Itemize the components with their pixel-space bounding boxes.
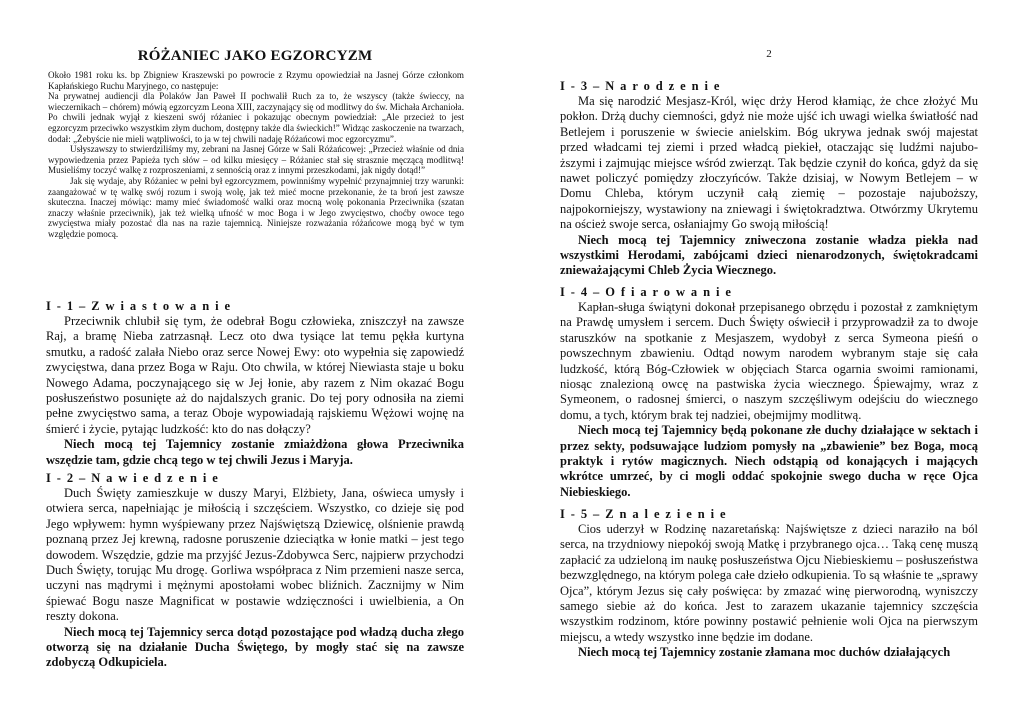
section-heading: I - 1 – Z w i a s t o w a n i e	[46, 299, 232, 313]
section-body	[46, 314, 464, 468]
page-title: RÓŻANIEC JAKO EGZORCYZM	[137, 48, 373, 64]
intro-block	[48, 70, 464, 240]
section-heading: I - 4 – O f i a r o w a n i e	[560, 285, 733, 299]
section-heading: I - 2 – N a w i e d z e n i e	[46, 471, 220, 485]
section-prayer: Niech mocą tej Tajemnicy serca dotąd pozostające pod władzą ducha złego otworzą się na działanie Ducha Świętego, by mogły stać się na zawsze zdobyczą Odkupiciela.	[46, 624, 464, 670]
section-text: Cios uderzył w Rodzinę nazaretańską: Najświętsze z dzieci naraziło na ból serca, na trzydniowy niepokój swoją Matkę i przybranego ojca… Taką cenę muszą zapłacić za udzieloną im naukę posłuszeństwa Ojcu Niebieskiemu – posłuszeństwa bezwzględnego, na którym polega całe dzieło odkupienia. To są właśnie te „sprawy Ojca”, którym Jezus się cały poświęca: by zmazać winę pierworodną, wyniszczy samego siebie aż do końca. Jest to zarazem ukazanie tajemnicy szczęścia wszystkim rodzinom, które powinny postawić pełnienie woli Ojca na pierwszym miejscu, a wtedy wszystko inne będzie im dodane.	[560, 522, 978, 644]
section-prayer: Niech mocą tej Tajemnicy będą pokonane złe duchy działające w sektach i przez sekty, podsuwające ludziom pomysły na „zbawienie” bez Boga, mocą praktyk i rytów magicznych. Niech odstąpią od konających i mających wkrótce umrzeć, by ci mogli oddać spokojnie swego ducha w ręce Ojca Niebieskiego.	[560, 423, 978, 499]
section-text: Kapłan-sługa świątyni dokonał przepisanego obrzędu i pozostał z zamkniętym na Prawdę umysłem i sercem. Duch Święty oświecił i przyprowadził za to dwoje staruszków na spotkanie z Mesjaszem, wydobył z serca Symeona pieśń o powszechnym zbawieniu. Odtąd nowym narodem wybranym staje się cała ludzkość, którą Bóg-Człowiek w objęciach Starca ogarnia swoimi ramionami, niosąc znalezioną owcę na pastwiska życia wiecznego. Śpiewajmy, wraz z Symeonem, o radosnej śmierci, o naszym szczęśliwym odejściu do wiecznego domu, a tych, którym brak tej nadziei, obejmijmy modlitwą.	[560, 300, 978, 422]
section-ofiarowanie	[560, 284, 978, 500]
section-text: Duch Święty zamieszkuje w duszy Maryi, Elżbiety, Jana, oświeca umysły i otwiera serca, napełniając je miłością i szczęściem. Wszystko, co dzieje się pod Jego wpływem: hymn wyśpiewany przez Najświętszą Dziewicę, olśnienie prawdą poznaną przez Jej krewną, radosne poruszenie dzieciątka w łonie matki – jest tego dowodem. Wszędzie, gdzie ma przyjść Jezus-Zdobywca Serc, najpierw przychodzi Duch Święty, torując Mu drogę. Gorliwa współpraca z Nim przemieni nasze serca, uczyni nas mądrymi i mężnymi apostołami wobec bliźnich. Zacznijmy w Nim śpiewać Bogu nasze Magnificat w postawie wdzięczności i uwielbienia, a On reszty dokona.	[46, 486, 464, 624]
section-znalezienie	[560, 506, 978, 661]
section-narodzenie	[560, 78, 978, 279]
intro-paragraph-2: Na prywatnej audiencji dla Polaków Jan Paweł II pochwalił Ruch za to, że wszyscy (także świeccy, na wieczernikach – chórem) mówią egzorcyzm Leona XIII, zaczynający się od modlitwy do św. Michała Archanioła. Po chwili jednak wyjął z kieszeni swój różaniec i pokazując obecnym powiedział: „Ale przecież to jest egzorcyzm przeciwko wszystkim złym duchom, dostępny także dla świeckich!” Widząc zaskoczenie na twarzach, dodał: „Żebyście nie mieli wątpliwości, to ja w tej chwili nadaję Różańcowi moc egzorcyzmu”.	[48, 91, 464, 144]
intro-paragraph-1: Około 1981 roku ks. bp Zbigniew Kraszewski po powrocie z Rzymu opowiedział na Jasnej Górze członkom Kapłańskiego Ruchu Maryjnego, co następuje:	[48, 70, 464, 91]
section-body	[560, 522, 978, 661]
section-body	[46, 486, 464, 671]
section-text: Przeciwnik chlubił się tym, że odebrał Bogu człowieka, zniszczył na zawsze Raj, a bramę Nieba zatrzasnął. Lecz oto dwa tysiące lat temu pękła kurtyna smutku, a radość zalała Niebo oraz serce Nowej Ewy: oto wypełnia się zapowiedź zwycięstwa, dana przez Boga w Raju. Oto chwila, w której Niewiasta staje u boku Nowego Adama, poczynającego się w Jej łonie, aby razem z Nim okazać Bogu posłuszeństwo posunięte aż do najdalszych granic. Do tej pory odnosiła na ziemi pełne zwycięstwo sama, a teraz Oboje wypowiadają rajskiemu Wężowi wojnę na śmierć i życie, pytając ludzkość: kto do nas dołączy?	[46, 314, 464, 436]
section-body	[560, 300, 978, 500]
section-heading: I - 3 – N a r o d z e n i e	[560, 79, 721, 93]
section-prayer: Niech mocą tej Tajemnicy zniweczona zostanie władza piekła nad wszystkimi Herodami, zabójcami dzieci nienarodzonych, świętokradcami znieważającymi Chleb Życia Wiecznego.	[560, 232, 978, 278]
section-prayer: Niech mocą tej Tajemnicy zostanie złamana moc duchów działających	[578, 645, 951, 660]
section-heading: I - 5 – Z n a l e z i e n i e	[560, 507, 727, 521]
section-zwiastowanie	[46, 298, 464, 468]
intro-paragraph-4: Jak się wydaje, aby Różaniec w pełni był egzorcyzmem, powinniśmy wypełnić przynajmniej trzy warunki: zaangażować w tę walkę swój rozum i swoją wolę, jak też mieć mocne przekonanie, że ta broń jest zawsze skuteczna. Inaczej mówiąc: mamy mieć świadomość walki oraz mocną wolę pokonania Przeciwnika (szatan znaczy właśnie przeciwnik), jak też wielką ufność w moc Boga i w Jego zwycięstwo, choćby owoce tego zwycięstwa miały pozostać dla nas na razie tajemnicą. Niniejsze rozważania różańcowe mogą być w tym względzie pomocą.	[48, 175, 464, 239]
intro-paragraph-3: Usłyszawszy to stwierdziliśmy my, zebrani na Jasnej Górze w Sali Różańcowej: „Przecież właśnie od dnia wypowiedzenia przez Papieża tych słów – od kilku miesięcy – Różaniec stał się strasznie męczącą modlitwą! Musieliśmy toczyć walkę z rozproszeniami, z sennością oraz z innymi przeszkodami, jak nigdy dotąd!”	[48, 144, 464, 176]
section-text: Ma się narodzić Mesjasz-Król, więc drży Herod kłamiąc, że chce złożyć Mu pokłon. Drżą duchy ciemności, gdyż nie może ujść ich uwagi wielka światłość nad Betlejem i poruszenie w świecie anielskim. Bóg ukrywa jednak swój majestat przed władcami tej ziemi i przed władcą piekieł, otaczając się ludźmi najuboższymi i zajmując miejsce wśród zwierząt. Tak będzie czynił do końca, gdyż da się nawet policzyć pomiędzy złoczyńców. Także dzisiaj, w Nowym Betlejem – w Domu Chleba, którym uczynił całą ziemię – pozostaje najuboższy, najpokorniejszy, wystawiony na zniewagi i świętokradztwa. Otwórzmy Ukrytemu na oścież swoje serca, osłaniajmy Go swoją miłością!	[560, 94, 978, 232]
page-number: 2	[766, 48, 772, 60]
section-nawiedzenie	[46, 470, 464, 671]
section-prayer: Niech mocą tej Tajemnicy zostanie zmiażdżona głowa Przeciwnika wszędzie tam, gdzie chcą tego w tej chwili Jezus i Maryja.	[46, 437, 464, 467]
section-body	[560, 94, 978, 279]
